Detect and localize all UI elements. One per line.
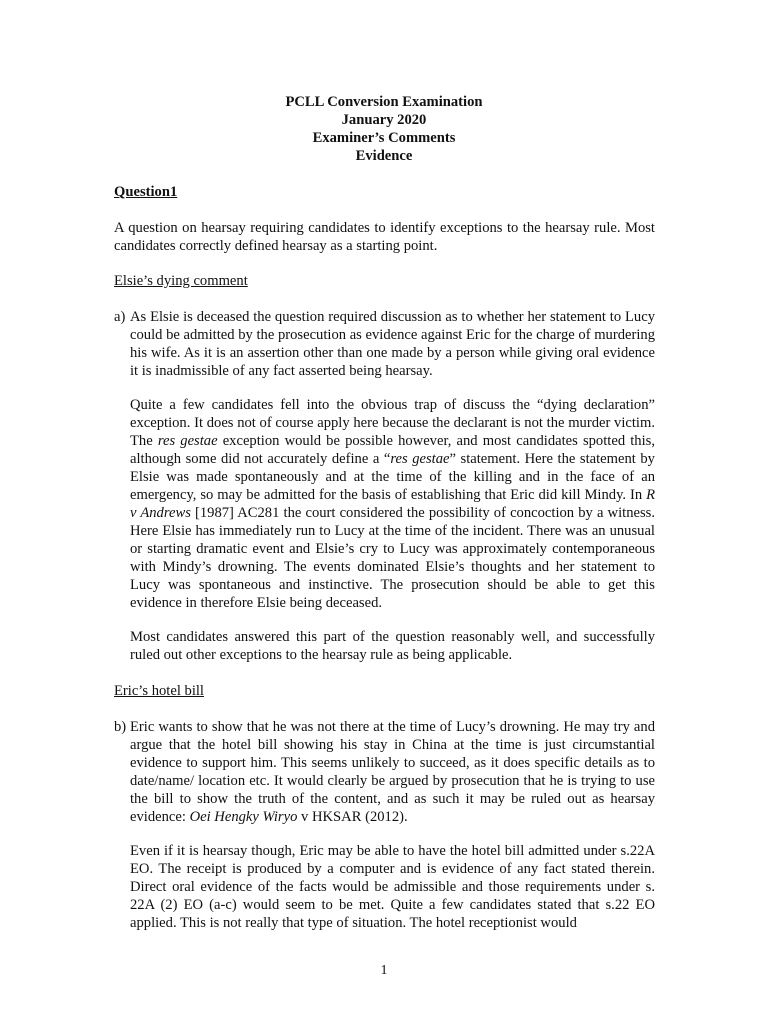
page-number: 1 [380,963,388,978]
section-a-title: Elsie’s dying comment [114,273,248,289]
examiner-comments-title: Examiner’s Comments [312,130,456,146]
section-b-paragraph-1 [130,718,655,826]
exam-title: PCLL Conversion Examination [285,94,483,110]
para2-text-4: [1987] AC281 the court considered the possibility of concoction by a witness. Here Elsie has immediately run to Lucy at the time of the incident. There was an unusual or starting dramatic event and Elsie’s cry to Lucy was approximately contemporaneous with Mindy’s drowning. The events dominated Elsie’s thoughts and her statement to Lucy was spontaneous and instinctive. The prosecution should be able to get this evidence in therefore Elsie being deceased. [130,505,655,611]
para2-text-2: exception would be possible however, and most candidates spotted this, although some did not accurately define a “ [130,433,655,467]
question-heading [114,183,655,201]
section-b-paragraph-2: Even if it is hearsay though, Eric may be able to have the hotel bill admitted under s.22A EO. The receipt is produced by a computer and is evidence of any fact stated therein. Direct oral evidence of the facts would be admissible and those requirements under s. 22A (2) EO (a-c) would seem to be met. Quite a few candidates stated that s.22 EO applied. This is not really that type of situation. The hotel receptionist would [130,843,655,931]
section-heading-a [114,272,655,290]
exam-date: January 2020 [341,112,427,128]
case-term-res-gestae-2: res gestae [390,451,450,467]
item-label-a: a) [114,309,126,325]
para2-text-1: Quite a few candidates fell into the obvious trap of discuss the “dying declaration” exception. It does not of course apply here because the declarant is not the murder victim. The [130,397,655,449]
section-heading-b [114,682,655,700]
para2-text-3: ” statement. Here the statement by Elsie was made spontaneously and at the time of the killing and in the face of an emergency, so may be admitted for the basis of establishing that Eric did kill Mindy. In [130,451,655,503]
section-a-paragraph-2 [130,396,655,612]
document-header [0,93,768,165]
item-label-b: b) [114,719,127,735]
case-term-res-gestae: res gestae [157,433,218,449]
case-name-r-v-andrews: R v Andrews [130,487,655,521]
section-a-paragraph-3: Most candidates answered this part of the question reasonably well, and successfully ruled out other exceptions to the hearsay rule as being applicable. [130,629,655,663]
subject-title: Evidence [355,148,413,164]
question-intro: A question on hearsay requiring candidates to identify exceptions to the hearsay rule. Most candidates correctly defined hearsay as a starting point. [114,220,655,254]
case-name-oei-hengky-wiryo: Oei Hengky Wiryo [189,809,298,825]
question-title: Question1 [114,184,178,200]
para-b1-text-1: Eric wants to show that he was not there at the time of Lucy’s drowning. He may try and argue that the hotel bill showing his stay in China at the time is just circumstantial evidence to support him. This seems unlikely to succeed, as it does specific details as to date/name/ location etc. It would clearly be argued by prosecution that he is trying to use the bill to show the truth of the content, and as such it may be ruled out as hearsay evidence: [130,719,655,825]
section-b-title: Eric’s hotel bill [114,683,204,699]
section-a-paragraph-1: As Elsie is deceased the question required discussion as to whether her statement to Lucy could be admitted by the prosecution as evidence against Eric for the charge of murdering his wife. As it is an assertion other than one made by a person while giving oral evidence it is inadmissible of any fact asserted being hearsay. [130,309,655,379]
para-b1-text-2: v HKSAR (2012). [301,809,408,825]
